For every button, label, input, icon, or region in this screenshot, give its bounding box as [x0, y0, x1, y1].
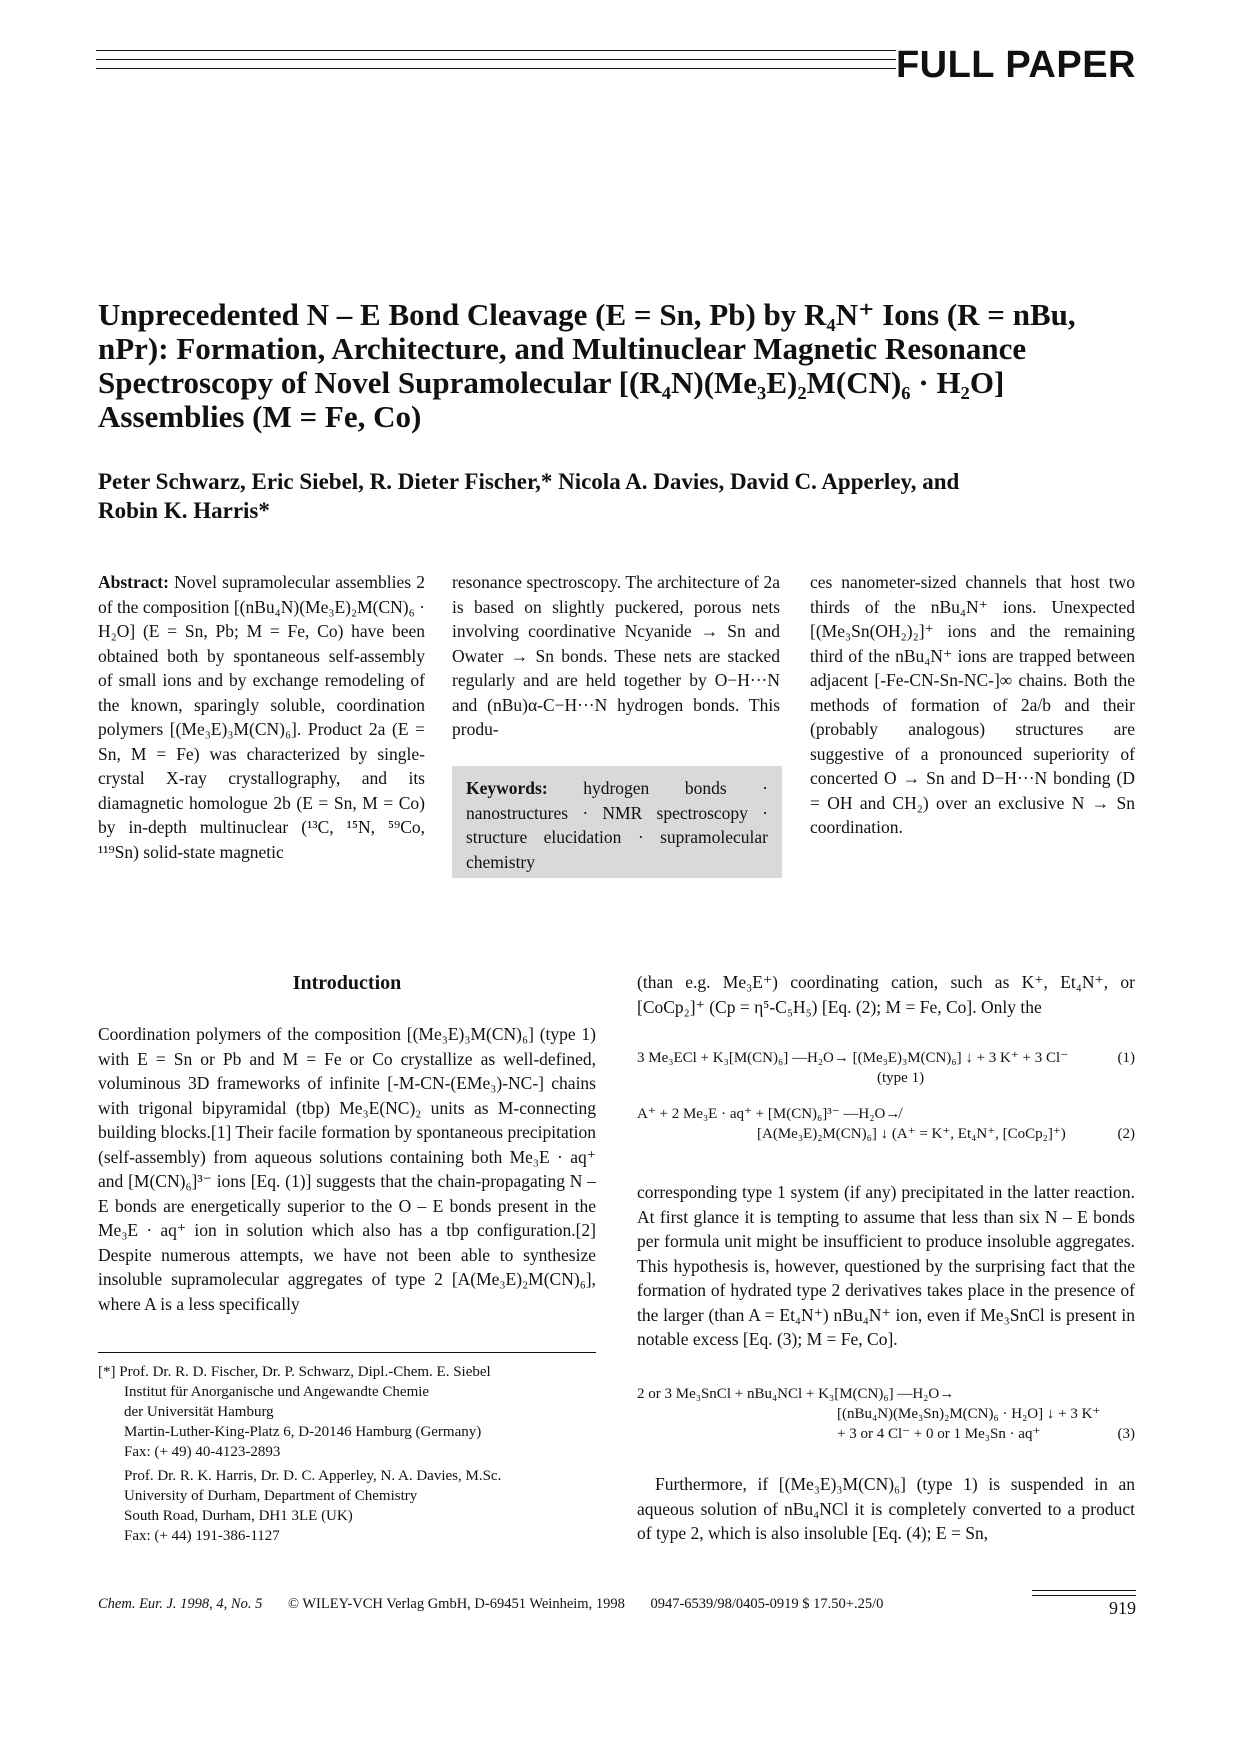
introduction-col2-top: (than e.g. Me₃E⁺) coordinating cation, such as K⁺, Et₄N⁺, or [CoCp₂]⁺ (Cp = η⁵-C₅H₅) [Eq. (2); M = Fe, Co]. Only the	[637, 972, 1135, 1017]
equation-2-line-1: A⁺ + 2 Me₃E · aq⁺ + [M(CN)₆]³⁻ —H₂O↛	[637, 1106, 901, 1122]
equation-3-line-2: [(nBu₄N)(Me₃Sn)₂M(CN)₆ · H₂O] ↓ + 3 K⁺	[837, 1406, 1101, 1422]
author-list: Peter Schwarz, Eric Siebel, R. Dieter Fischer,* Nicola A. Davies, David C. Apperley, and Robin K. Harris*	[98, 469, 960, 523]
equation-3	[637, 1384, 1135, 1444]
abstract-column-3: ces nanometer-sized channels that host two thirds of the nBu₄N⁺ ions. Unexpected [(Me₃Sn(OH₂)₂]⁺ ions and the remaining third of the nBu₄N⁺ ions are trapped between adjacent [-Fe-CN-Sn-NC-]∞ chains. Both the methods of formation of 2a/b and their (probably analogous) structures are suggestive of a pronounced superiority of concerted O → Sn and D−H···N bonding (D = OH and CH₂) over an exclusive N → Sn coordination.	[810, 572, 1135, 837]
abstract-text-1: Novel supramolecular assemblies 2 of the composition [(nBu₄N)(Me₃E)₂M(CN)₆ · H₂O] (E = Sn, Pb; M = Fe, Co) have been obtained both by spontaneous self-assembly of small ions and by exchange remodeling of the known, sparingly soluble, coordination polymers [(Me₃E)₃M(CN)₆]. Product 2a (E = Sn, M = Fe) was characterized by single-crystal X-ray crystallography, and its diamagnetic homologue 2b (E = Sn, M = Co) by in-depth multinuclear (¹³C, ¹⁵N, ⁵⁹Co, ¹¹⁹Sn) solid-state magnetic	[98, 572, 426, 862]
footnote-line-2: Institut für Anorganische und Angewandte Chemie	[124, 1384, 430, 1400]
equation-3-number: (3)	[1117, 1426, 1135, 1442]
keywords-box	[452, 766, 782, 878]
article-title: Unprecedented N – E Bond Cleavage (E = Sn, Pb) by R₄N⁺ Ions (R = nBu, nPr): Formation, Architecture, and Multinuclear Magnetic Resonance Spectroscopy of Novel Supramolecular [(R₄N)(Me₃E)₂M(CN)₆ · H₂O] Assemblies (M = Fe, Co)	[98, 297, 1076, 434]
equation-1-line-1: 3 Me₃ECl + K₃[M(CN)₆] —H₂O→ [(Me₃E)₃M(CN)₆] ↓ + 3 K⁺ + 3 Cl⁻	[637, 1050, 1069, 1066]
footnote-rule	[98, 1352, 596, 1353]
footnote	[98, 1362, 596, 1546]
equation-2-line-2: [A(Me₃E)₂M(CN)₆] ↓ (A⁺ = K⁺, Et₄N⁺, [CoCp₂]⁺)	[757, 1126, 1066, 1142]
page-number-block	[1032, 1590, 1136, 1619]
footnote-line-9: Fax: (+ 44) 191-386-1127	[124, 1528, 280, 1544]
abstract-column-1	[98, 570, 425, 864]
footer-publisher: © WILEY-VCH Verlag GmbH, D-69451 Weinheim, 1998	[287, 1596, 625, 1612]
abstract-label: Abstract:	[98, 572, 169, 592]
footnote-line-7: University of Durham, Department of Chemistry	[124, 1488, 418, 1504]
equation-1	[637, 1048, 1135, 1088]
introduction-col2-middle: corresponding type 1 system (if any) precipitated in the latter reaction. At first glance it is tempting to assume that less than six N – E bonds per formula unit might be insufficient to produce insoluble aggregates. This hypothesis is, however, questioned by the surprising fact that the formation of hydrated type 2 derivatives takes place in the presence of the larger (than A = Et₄N⁺) nBu₄N⁺ ion, even if Me₃SnCl is present in notable excess [Eq. (3); M = Fe, Co].	[637, 1182, 1135, 1349]
header-rules	[96, 50, 896, 77]
footnote-line-6: Prof. Dr. R. K. Harris, Dr. D. C. Apperley, N. A. Davies, M.Sc.	[124, 1468, 502, 1484]
footer-issn: 0947-6539/98/0405-0919 $ 17.50+.25/0	[650, 1596, 884, 1612]
footnote-line-1: Prof. Dr. R. D. Fischer, Dr. P. Schwarz, Dipl.-Chem. E. Siebel	[119, 1364, 491, 1380]
equation-2	[637, 1104, 1135, 1144]
footnote-marker: [*]	[98, 1364, 116, 1380]
equation-1-line-2: (type 1)	[877, 1070, 925, 1086]
footnote-line-4: Martin-Luther-King-Platz 6, D-20146 Hamburg (Germany)	[124, 1424, 482, 1440]
footnote-line-3: der Universität Hamburg	[124, 1404, 274, 1420]
page-footer	[98, 1596, 1138, 1613]
keywords-label: Keywords:	[466, 778, 548, 798]
section-label: FULL PAPER	[895, 44, 1136, 86]
equation-1-number: (1)	[1117, 1050, 1135, 1066]
footnote-line-8: South Road, Durham, DH1 3LE (UK)	[124, 1508, 353, 1524]
equation-2-number: (2)	[1117, 1126, 1135, 1142]
equation-3-line-1: 2 or 3 Me₃SnCl + nBu₄NCl + K₃[M(CN)₆] —H₂O→	[637, 1386, 955, 1402]
introduction-col2-bottom: Furthermore, if [(Me₃E)₃M(CN)₆] (type 1) is suspended in an aqueous solution of nBu₄NCl it is completely converted to a product of type 2, which is also insoluble [Eq. (4); E = Sn,	[637, 1474, 1135, 1543]
abstract-column-2: resonance spectroscopy. The architecture of 2a is based on slightly puckered, porous nets involving coordinative Ncyanide → Sn and Owater → Sn bonds. These nets are stacked regularly and are held together by O−H···N and (nBu)α-C−H···N hydrogen bonds. This produ-	[452, 572, 780, 739]
introduction-heading: Introduction	[292, 972, 402, 994]
keywords-text: hydrogen bonds · nanostructures · NMR spectroscopy · structure elucidation · supramolecular chemistry	[466, 778, 769, 872]
equation-3-line-3: + 3 or 4 Cl⁻ + 0 or 1 Me₃Sn · aq⁺	[837, 1426, 1041, 1442]
introduction-paragraph-1: Coordination polymers of the composition [(Me₃E)₃M(CN)₆] (type 1) with E = Sn or Pb and M = Fe or Co crystallize as well-defined, voluminous 3D frameworks of infinite [-M-CN-(EMe₃)-NC-] chains with trigonal bipyramidal (tbp) Me₃E(NC)₂ units as M-connecting building blocks.[1] Their facile formation by spontaneous precipitation (self-assembly) from aqueous solutions containing both Me₃E · aq⁺ and [M(CN)₆]³⁻ ions [Eq. (1)] suggests that the chain-propagating N – E bonds are energetically superior to the O – E bonds present in the Me₃E · aq⁺ ion in solution which also has a tbp configuration.[2] Despite numerous attempts, we have not been able to synthesize insoluble supramolecular aggregates of type 2 [A(Me₃E)₂M(CN)₆], where A is a less specifically	[98, 1024, 596, 1314]
page-number: 919	[1109, 1598, 1136, 1618]
footnote-line-5: Fax: (+ 49) 40-4123-2893	[124, 1444, 281, 1460]
footer-citation: Chem. Eur. J. 1998, 4, No. 5	[98, 1596, 263, 1612]
